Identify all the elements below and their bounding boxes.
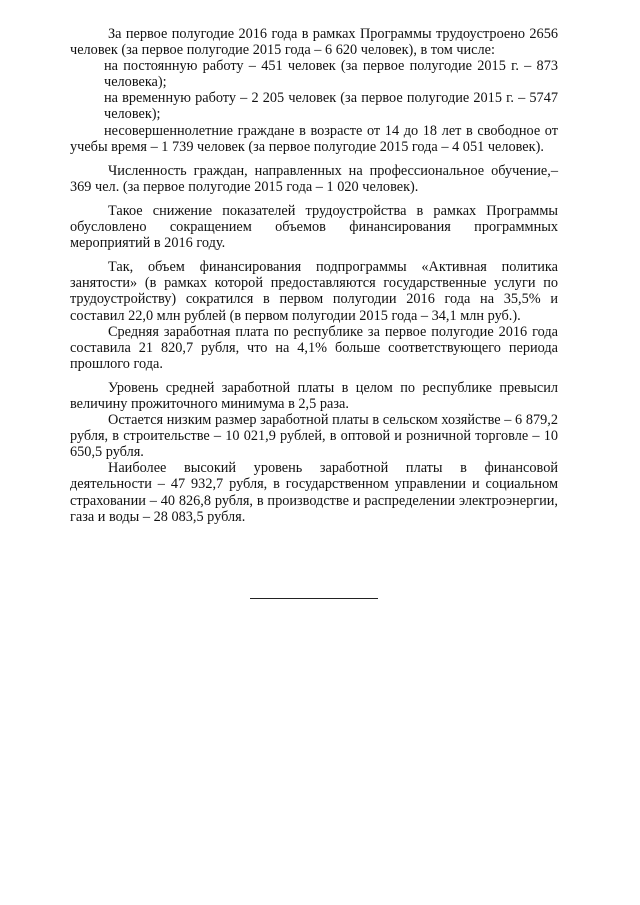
paragraph-funding: Так, объем финансирования подпрограммы «Активная политика занятости» (в рамках которой предоставляются государственные услуги по трудоустройству) сократился в первом полугодии 2016 года на 35,5% и составил 22,0 млн рублей (в первом полугодии 2015 года – 34,1 млн руб.). [70, 259, 558, 324]
paragraph-average-salary: Средняя заработная плата по республике за первое полугодие 2016 года составила 21 820,7 рубля, что на 4,1% больше соответствующего периода прошлого года. [70, 323, 558, 372]
document-body [70, 26, 558, 525]
paragraph-subsistence-minimum: Уровень средней заработной платы в целом по республике превысил величину прожиточного минимума в 2,5 раза. [70, 379, 558, 412]
closing-divider [250, 598, 378, 599]
paragraph-temporary-work: на временную работу – 2 205 человек (за первое полугодие 2015 г. – 5747 человек); [104, 90, 558, 123]
paragraph-low-salary: Остается низким размер заработной платы в сельском хозяйстве – 6 879,2 рубля, в строительстве – 10 021,9 рублей, в оптовой и розничной торговле – 10 650,5 рубля. [70, 412, 558, 461]
paragraph-decrease-reason: Такое снижение показателей трудоустройства в рамках Программы обусловлено сокращением объемов финансирования программных мероприятий в 2016 году. [70, 202, 558, 252]
paragraph-professional-training: Численность граждан, направленных на профессиональное обучение,– 369 чел. (за первое полугодие 2015 года – 1 020 человек). [70, 162, 558, 195]
paragraph-employed-total: За первое полугодие 2016 года в рамках Программы трудоустроено 2656 человек (за первое полугодие 2015 года – 6 620 человек), в том числе: [70, 26, 558, 59]
paragraph-permanent-work: на постоянную работу – 451 человек (за первое полугодие 2015 г. – 873 человека); [104, 58, 558, 91]
paragraph-minors: несовершеннолетние граждане в возрасте от 14 до 18 лет в свободное от учебы время – 1 739 человек (за первое полугодие 2015 года – 4 051 человек). [70, 122, 558, 155]
paragraph-high-salary: Наиболее высокий уровень заработной платы в финансовой деятельности – 47 932,7 рубля, в государственном управлении и социальном страховании – 40 826,8 рубля, в производстве и распределении электроэнергии, газа и воды – 28 083,5 рубля. [70, 460, 558, 525]
